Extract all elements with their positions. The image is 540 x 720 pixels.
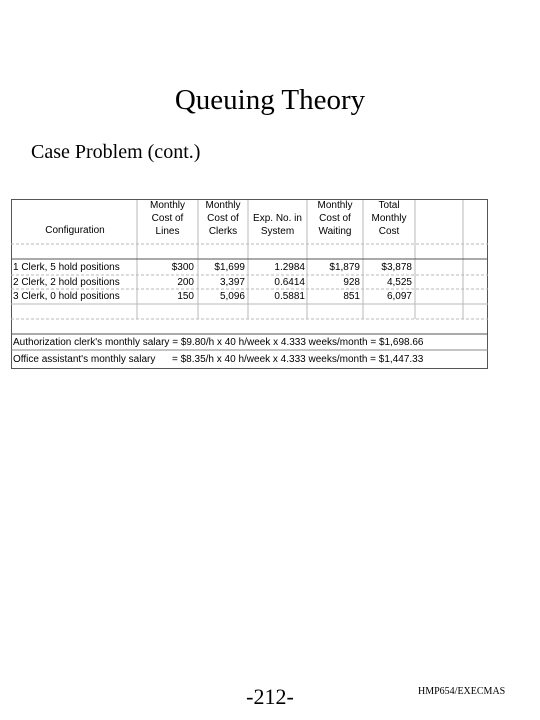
header-line: Cost <box>378 226 400 237</box>
header-line: Monthly <box>149 200 185 211</box>
header-configuration <box>13 224 137 237</box>
row-1-configuration: 1 Clerk, 5 hold positions <box>13 262 120 273</box>
header-line: Monthly <box>317 200 353 211</box>
header-line: Cost of <box>207 213 239 224</box>
header-line: Cost of <box>319 213 351 224</box>
row-1-exp-no-in-system: 1.2984 <box>274 262 305 273</box>
header-line: System <box>260 226 295 237</box>
page-title: Queuing Theory <box>174 84 366 116</box>
row-1-cost-of-lines: $300 <box>171 262 194 273</box>
header-line: Exp. No. in <box>253 213 302 224</box>
row-1-total-cost: $3,878 <box>381 262 412 273</box>
header-line: Total <box>378 200 400 211</box>
header-line: Monthly <box>205 200 241 211</box>
header-line: Monthly <box>371 213 407 224</box>
spreadsheet-table <box>11 199 488 369</box>
row-2-configuration: 2 Clerk, 2 hold positions <box>13 277 120 288</box>
header-line: Waiting <box>318 226 352 237</box>
row-3-cost-of-clerks: 5,096 <box>219 291 245 302</box>
page-subtitle: Case Problem (cont.) <box>31 141 201 163</box>
row-2-total-cost: 4,525 <box>386 277 412 288</box>
row-3-cost-of-lines: 150 <box>177 291 194 302</box>
row-2-exp-no-in-system: 0.6414 <box>274 277 305 288</box>
header-line: Configuration <box>45 225 105 236</box>
header-exp-no-in-system <box>248 212 307 238</box>
header-line: Cost of <box>151 213 184 224</box>
row-3-total-cost: 6,097 <box>386 291 412 302</box>
row-3-exp-no-in-system: 0.5881 <box>274 291 305 302</box>
row-1-cost-of-clerks: $1,699 <box>214 262 245 273</box>
row-2-cost-of-waiting: 928 <box>343 277 360 288</box>
footer-code: HMP654/EXECMAS <box>418 686 506 697</box>
header-cost-of-waiting <box>307 199 363 238</box>
header-cost-of-lines <box>137 199 198 238</box>
row-1-cost-of-waiting: $1,879 <box>329 262 360 273</box>
header-line: Clerks <box>208 226 238 237</box>
note-office-assistant-salary: Office assistant's monthly salary = $8.35/h x 40 h/week x 4.333 weeks/month = $1,447.33 <box>13 354 424 365</box>
row-2-cost-of-clerks: 3,397 <box>219 277 245 288</box>
row-2-cost-of-lines: 200 <box>177 277 194 288</box>
row-3-configuration: 3 Clerk, 0 hold positions <box>13 291 120 302</box>
header-total-monthly-cost <box>363 199 415 238</box>
header-line: Lines <box>155 226 180 237</box>
page-number: -212- <box>246 684 294 709</box>
header-cost-of-clerks <box>198 199 248 238</box>
note-authorization-clerk-salary: Authorization clerk's monthly salary = $9.80/h x 40 h/week x 4.333 weeks/month = $1,698.66 <box>13 337 424 348</box>
row-3-cost-of-waiting: 851 <box>343 291 360 302</box>
